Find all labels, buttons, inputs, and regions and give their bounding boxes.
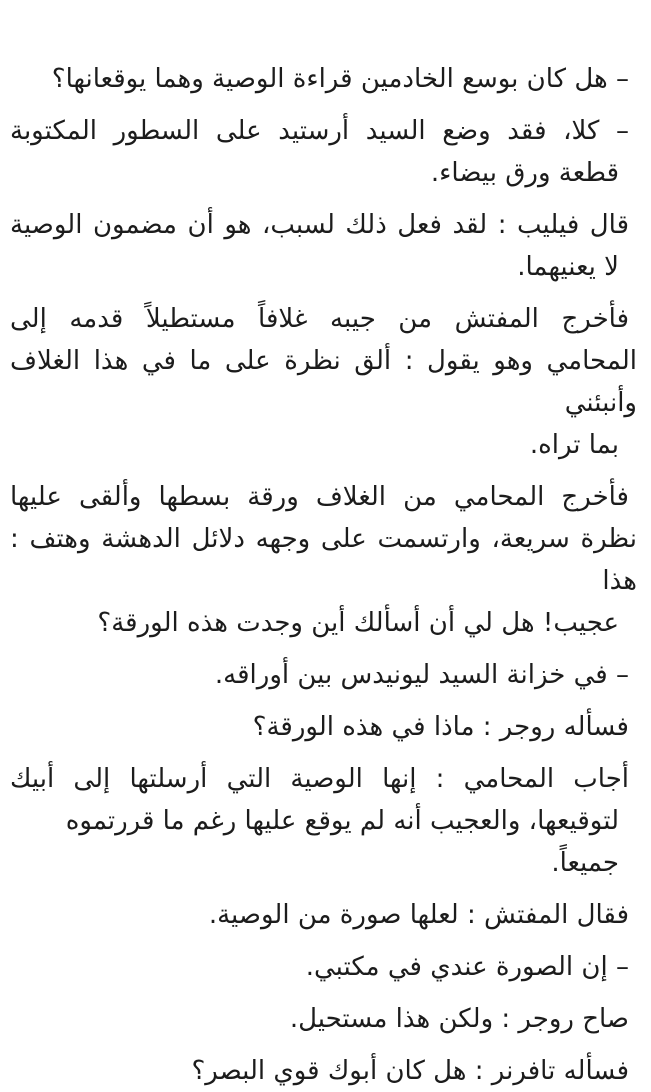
text-line: بما تراه. bbox=[529, 430, 619, 460]
paragraph-3-narration bbox=[10, 204, 637, 288]
text-line: لتوقيعها، والعجيب أنه لم يوقع عليها رغم ما قررتموه جميعاً. bbox=[65, 806, 619, 878]
paragraph-1-dialogue bbox=[10, 58, 637, 100]
text-line: قال فيليب : لقد فعل ذلك لسبب، هو أن مضمون الوصية bbox=[10, 210, 629, 240]
paragraph-9-narration bbox=[10, 894, 637, 936]
text-line: فأخرج المفتش من جيبه غلافاً مستطيلاً قدمه إلى bbox=[10, 304, 629, 334]
paragraph-12-narration bbox=[10, 1050, 637, 1092]
text-line: – في خزانة السيد ليونيدس بين أوراقه. bbox=[214, 660, 629, 690]
text-line: فقال المفتش : لعلها صورة من الوصية. bbox=[208, 900, 629, 930]
text-line: عجيب! هل لي أن أسألك أين وجدت هذه الورقة؟ bbox=[97, 608, 619, 638]
text-line: قطعة ورق بيضاء. bbox=[430, 158, 619, 188]
text-line: فسأله روجر : ماذا في هذه الورقة؟ bbox=[252, 712, 629, 742]
page-text bbox=[10, 58, 637, 1092]
paragraph-7-narration bbox=[10, 706, 637, 748]
paragraph-11-narration bbox=[10, 998, 637, 1040]
text-line: نظرة سريعة، وارتسمت على وجهه دلائل الدهشة وهتف : هذا bbox=[10, 524, 637, 596]
paragraph-5-narration bbox=[10, 476, 637, 644]
text-line: أجاب المحامي : إنها الوصية التي أرسلتها إلى أبيك bbox=[10, 764, 629, 794]
text-line: فأخرج المحامي من الغلاف ورقة بسطها وألقى عليها bbox=[10, 482, 629, 512]
paragraph-2-dialogue bbox=[10, 110, 637, 194]
paragraph-6-dialogue bbox=[10, 654, 637, 696]
text-line: – كلا، فقد وضع السيد أرستيد على السطور المكتوبة bbox=[10, 116, 629, 146]
paragraph-4-narration bbox=[10, 298, 637, 466]
paragraph-10-dialogue bbox=[10, 946, 637, 988]
paragraph-8-narration bbox=[10, 758, 637, 884]
text-line: صاح روجر : ولكن هذا مستحيل. bbox=[289, 1004, 629, 1034]
text-line: لا يعنيهما. bbox=[517, 252, 619, 282]
text-line: المحامي وهو يقول : ألق نظرة على ما في هذا الغلاف وأنبئني bbox=[10, 346, 637, 418]
text-line: فسأله تافرنر : هل كان أبوك قوي البصر؟ bbox=[191, 1056, 629, 1086]
text-line: – هل كان بوسع الخادمين قراءة الوصية وهما يوقعانها؟ bbox=[51, 64, 629, 94]
text-line: – إن الصورة عندي في مكتبي. bbox=[305, 952, 629, 982]
